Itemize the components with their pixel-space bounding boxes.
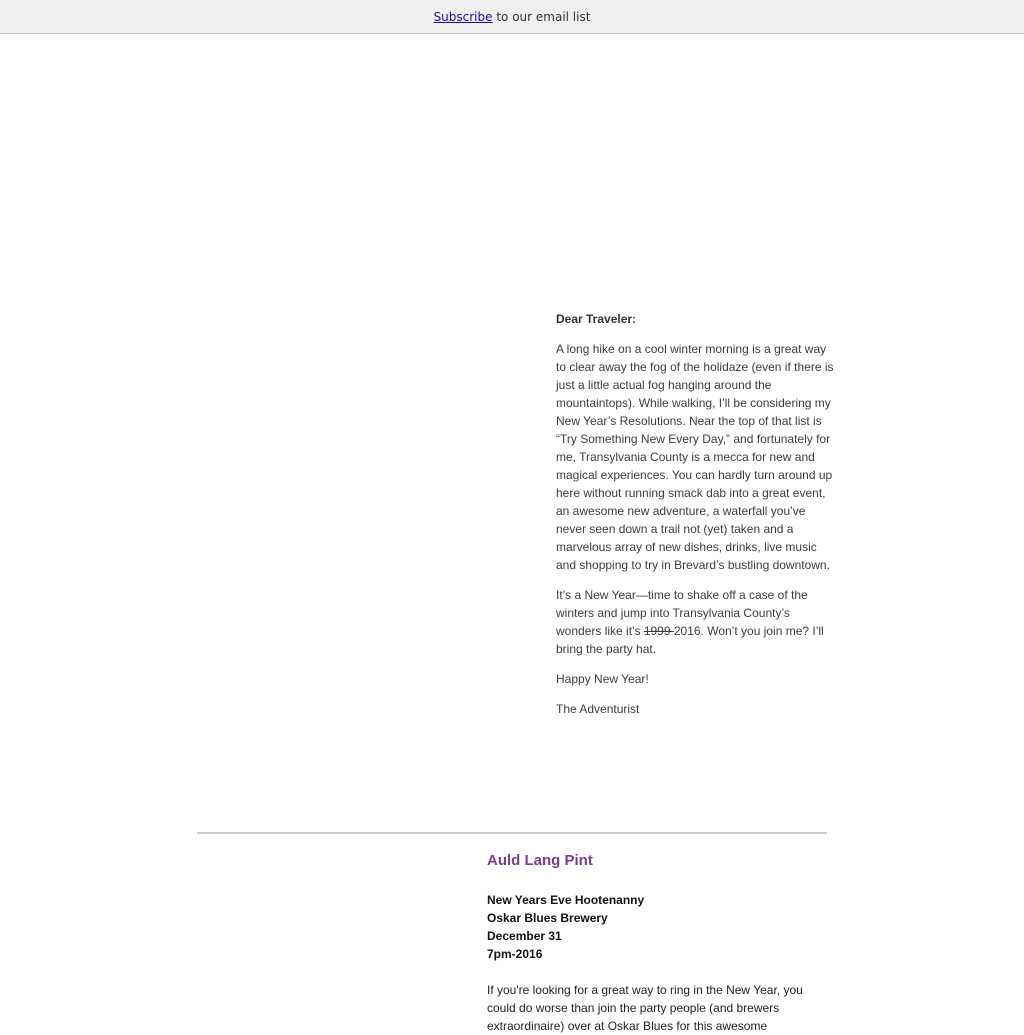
event-details [487, 891, 827, 963]
event-date: December 31 [487, 929, 562, 943]
email-subscribe-bar [0, 0, 1024, 34]
section-divider [197, 832, 827, 834]
event-title: Auld Lang Pint [487, 852, 593, 869]
letter-paragraph-2 [556, 586, 836, 658]
letter-paragraph-2-end: 2016. Won’t you join me? I’ll bring the party hat. [556, 624, 824, 656]
event-description: If you're looking for a great way to ring in the New Year, you could do worse than join the party people (and brewers extraordinaire) over at Oskar Blues for this awesome [487, 983, 803, 1033]
letter-paragraph-1: A long hike on a cool winter morning is a great way to clear away the fog of the holidaze (even if there is just a little actual fog hanging around the mountaintops). While walking, I’ll be considering my New Year’s Resolutions. Near the top of that list is “Try Something New Every Day,” and fortunately for me, Transylvania County is a mecca for new and magical experiences. You can hardly turn around up here without running smack dab into a great event, an awesome new adventure, a waterfall you’ve never seen down a trail not (yet) taken and a marvelous array of new dishes, drinks, live music and shopping to try in Brevard’s bustling downtown. [556, 342, 834, 572]
letter-closing: Happy New Year! [556, 672, 649, 686]
event-name: New Years Eve Hootenanny [487, 893, 645, 907]
letter-signature: The Adventurist [556, 702, 640, 716]
event-venue: Oskar Blues Brewery [487, 911, 608, 925]
letter-greeting: Dear Traveler: [556, 312, 637, 326]
event-time: 7pm-2016 [487, 947, 543, 961]
struck-year: 1999 [643, 624, 674, 638]
subscribe-bar-text: to our email list [492, 10, 591, 24]
letter-section [556, 310, 836, 730]
letter-paragraph-2-start: It’s a New Year—time to shake off a case of the winters and jump into Transylvania County’s wonders like it’s [556, 588, 808, 638]
subscribe-link[interactable]: Subscribe [433, 10, 493, 24]
event-section [487, 850, 827, 1035]
